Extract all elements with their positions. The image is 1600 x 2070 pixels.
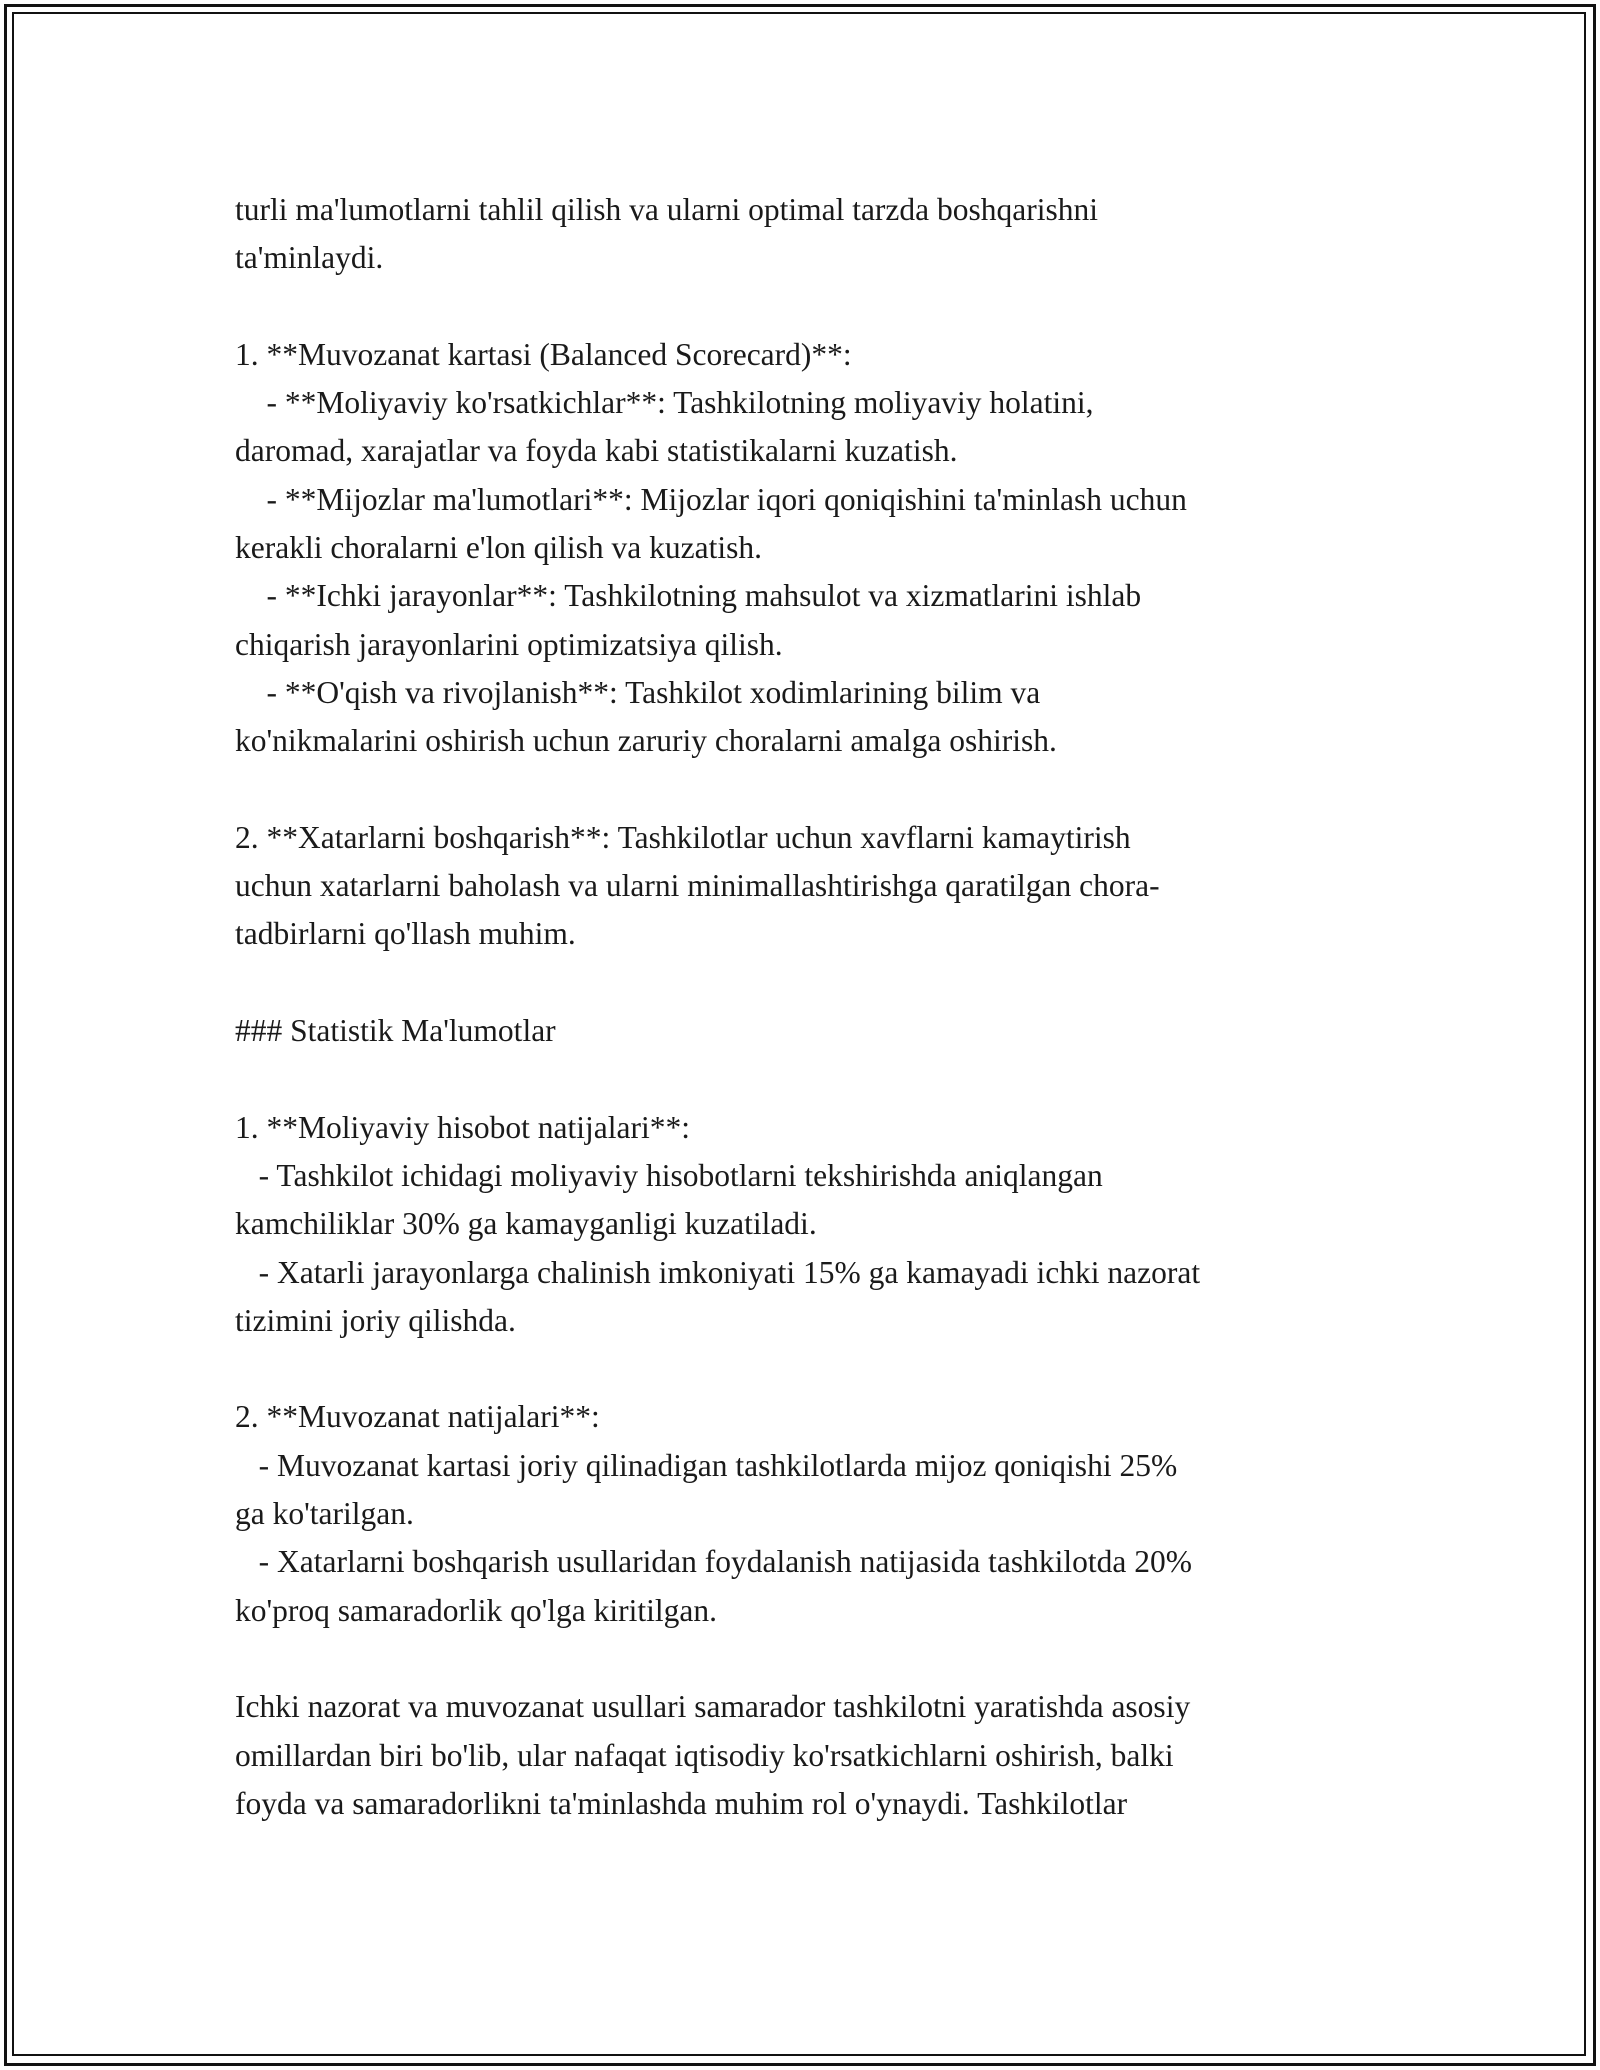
section-heading: ### Statistik Ma'lumotlar — [235, 1013, 556, 1049]
text-line: ta'minlaydi. — [235, 240, 384, 276]
list-heading: 2. **Muvozanat natijalari**: — [235, 1399, 600, 1435]
blank-line — [235, 283, 1415, 331]
text-line: ko'proq samaradorlik qo'lga kiritilgan. — [235, 1592, 717, 1628]
list-item: - Tashkilot ichidagi moliyaviy hisobotlarni tekshirishda aniqlangan — [235, 1157, 1103, 1193]
text-line: tadbirlarni qo'llash muhim. — [235, 916, 576, 952]
text-line: uchun xatarlarni baholash va ularni minimallashtirishga qaratilgan chora- — [235, 868, 1160, 904]
list-heading: 1. **Muvozanat kartasi (Balanced Scorecard)**: — [235, 336, 852, 372]
list-item: - Xatarli jarayonlarga chalinish imkoniyati 15% ga kamayadi ichki nazorat — [235, 1254, 1201, 1290]
blank-line — [235, 1635, 1415, 1683]
blank-line — [235, 1055, 1415, 1103]
list-item: - **Moliyaviy ko'rsatkichlar**: Tashkilotning moliyaviy holatini, — [235, 385, 1094, 421]
document-body — [235, 186, 1415, 1828]
paragraph-line: Ichki nazorat va muvozanat usullari samarador tashkilotni yaratishda asosiy — [235, 1689, 1191, 1725]
blank-line — [235, 766, 1415, 814]
list-item: - Xatarlarni boshqarish usullaridan foydalanish natijasida tashkilotda 20% — [235, 1544, 1193, 1580]
text-line: daromad, xarajatlar va foyda kabi statistikalarni kuzatish. — [235, 433, 958, 469]
blank-line — [235, 959, 1415, 1007]
list-item: - **Mijozlar ma'lumotlari**: Mijozlar iqori qoniqishini ta'minlash uchun — [235, 481, 1187, 517]
text-line: tizimini joriy qilishda. — [235, 1302, 516, 1338]
paragraph-line: foyda va samaradorlikni ta'minlashda muhim rol o'ynaydi. Tashkilotlar — [235, 1785, 1128, 1821]
list-item: - **O'qish va rivojlanish**: Tashkilot xodimlarining bilim va — [235, 674, 1041, 710]
text-line: chiqarish jarayonlarini optimizatsiya qilish. — [235, 626, 783, 662]
list-item: - Muvozanat kartasi joriy qilinadigan tashkilotlarda mijoz qoniqishi 25% — [235, 1447, 1178, 1483]
text-line: kamchiliklar 30% ga kamayganligi kuzatiladi. — [235, 1206, 817, 1242]
blank-line — [235, 1345, 1415, 1393]
list-heading: 1. **Moliyaviy hisobot natijalari**: — [235, 1109, 690, 1145]
text-line: ko'nikmalarini oshirish uchun zaruriy choralarni amalga oshirish. — [235, 723, 1057, 759]
list-heading: 2. **Xatarlarni boshqarish**: Tashkilotlar uchun xavflarni kamaytirish — [235, 819, 1131, 855]
text-line: kerakli choralarni e'lon qilish va kuzatish. — [235, 530, 763, 566]
list-item: - **Ichki jarayonlar**: Tashkilotning mahsulot va xizmatlarini ishlab — [235, 578, 1142, 614]
paragraph-line: omillardan biri bo'lib, ular nafaqat iqtisodiy ko'rsatkichlarni oshirish, balki — [235, 1737, 1174, 1773]
text-line: turli ma'lumotlarni tahlil qilish va ularni optimal tarzda boshqarishni — [235, 192, 1099, 227]
text-line: ga ko'tarilgan. — [235, 1496, 414, 1532]
